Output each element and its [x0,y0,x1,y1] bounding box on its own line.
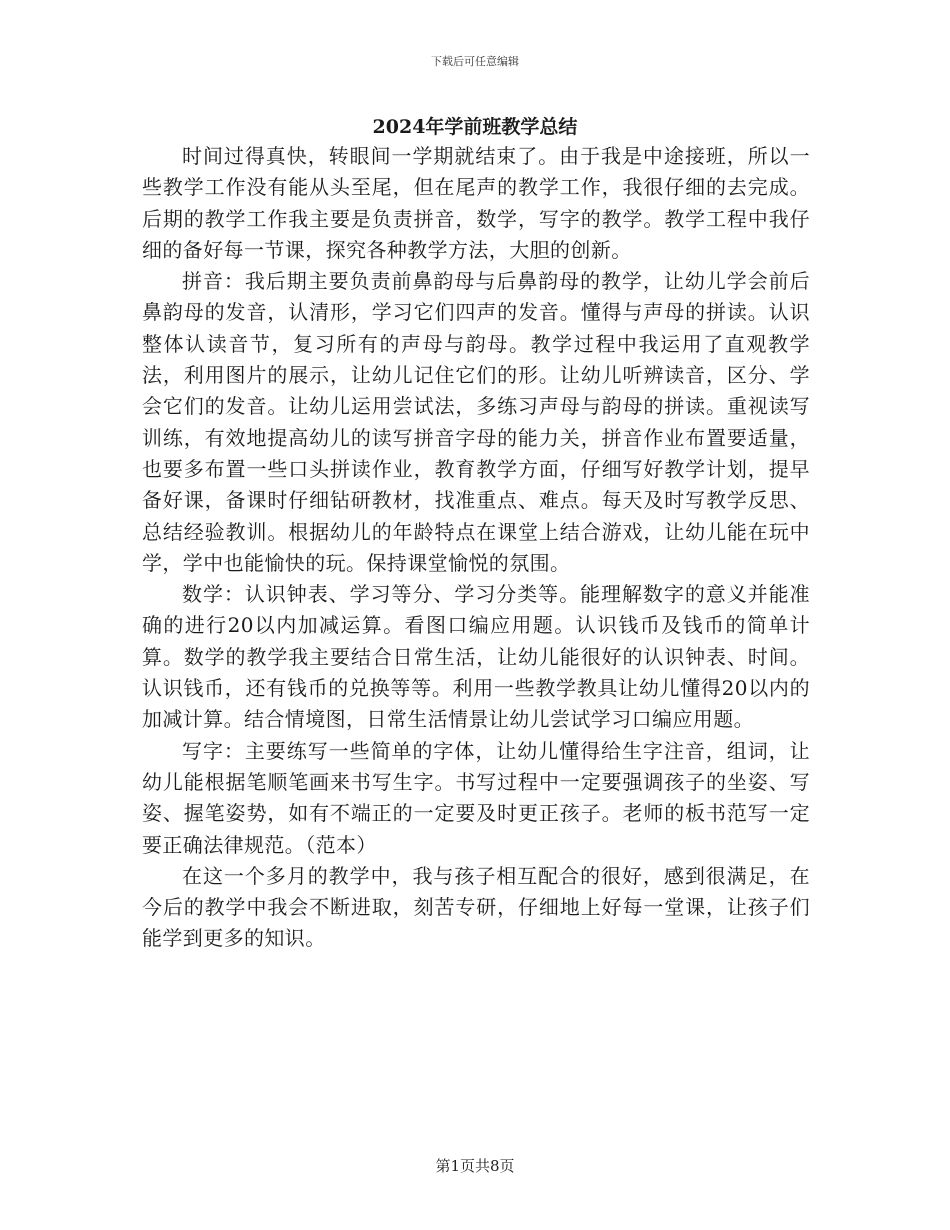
paragraph-math: 数学：认识钟表、学习等分、学习分类等。能理解数字的意义并能准确的进行20以内加减运算。看图口编应用题。认识钱币及钱币的简单计算。数学的教学我主要结合日常生活，让幼儿能很好的认识钟表、时间。认识钱币，还有钱币的兑换等等。利用一些教学教具让幼儿懂得20以内的加减计算。结合情境图，日常生活情景让幼儿尝试学习口编应用题。 [142,582,810,732]
paragraph-intro: 时间过得真快，转眼间一学期就结束了。由于我是中途接班，所以一些教学工作没有能从头至尾，但在尾声的教学工作，我很仔细的去完成。后期的教学工作我主要是负责拼音，数学，写字的教学。教学工程中我仔细的备好每一节课，探究各种教学方法，大胆的创新。 [142,144,810,262]
document-title: 2024年学前班教学总结 [372,116,578,138]
page-footer-indicator: 第1页共8页 [435,1157,515,1175]
paragraph-writing: 写字：主要练写一些简单的字体，让幼儿懂得给生字注音，组词，让幼儿能根据笔顺笔画来书写生字。书写过程中一定要强调孩子的坐姿、写姿、握笔姿势，如有不端正的一定要及时更正孩子。老师的板书范写一定要正确法律规范。（范本） [142,738,810,857]
paragraph-conclusion: 在这一个多月的教学中，我与孩子相互配合的很好，感到很满足，在今后的教学中我会不断进取，刻苦专研，仔细地上好每一堂课，让孩子们能学到更多的知识。 [142,863,810,951]
page-header-note: 下载后可任意编辑 [431,55,519,68]
document-body [142,141,810,955]
paragraph-pinyin: 拼音：我后期主要负责前鼻韵母与后鼻韵母的教学，让幼儿学会前后鼻韵母的发音，认清形，学习它们四声的发音。懂得与声母的拼读。认识整体认读音节，复习所有的声母与韵母。教学过程中我运用了直观教学法，利用图片的展示，让幼儿记住它们的形。让幼儿听辨读音，区分、学会它们的发音。让幼儿运用尝试法，多练习声母与韵母的拼读。重视读写训练，有效地提高幼儿的读写拼音字母的能力关，拼音作业布置要适量，也要多布置一些口头拼读作业，教育教学方面，仔细写好教学计划，提早备好课，备课时仔细钻研教材，找准重点、难点。每天及时写教学反思、总结经验教训。根据幼儿的年龄特点在课堂上结合游戏，让幼儿能在玩中学，学中也能愉快的玩。保持课堂愉悦的氛围。 [142,269,810,575]
